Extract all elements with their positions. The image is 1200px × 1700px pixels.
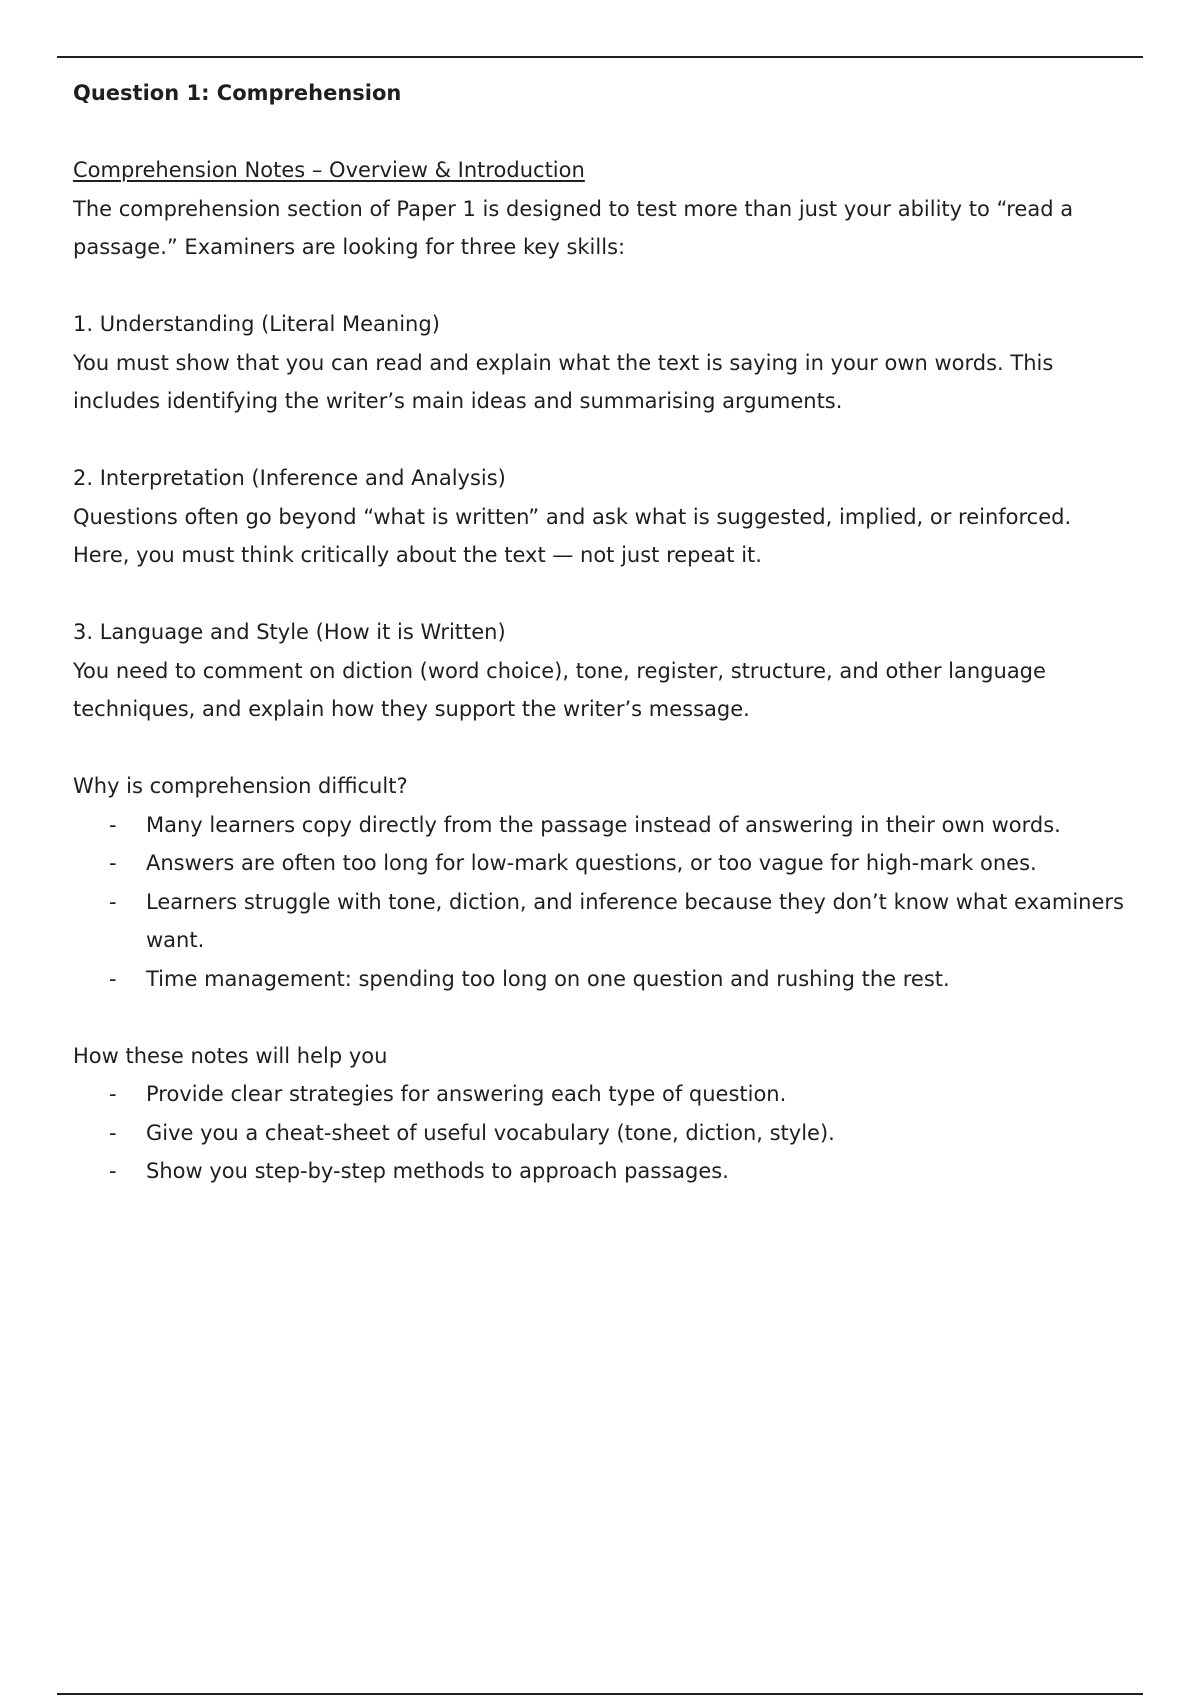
bottom-rule xyxy=(57,1693,1143,1695)
skill-heading-understanding: 1. Understanding (Literal Meaning) xyxy=(73,312,440,336)
list-item: - Many learners copy directly from the passage instead of answering in their own words. xyxy=(109,812,1061,837)
list-item: - Time management: spending too long on one question and rushing the rest. xyxy=(109,966,950,991)
intro-heading: Comprehension Notes – Overview & Introduction xyxy=(73,158,585,182)
skill-heading-interpretation: 2. Interpretation (Inference and Analysis) xyxy=(73,466,506,490)
list-item: - Provide clear strategies for answering each type of question. xyxy=(109,1082,787,1106)
difficulty-list xyxy=(73,806,1133,999)
help-list xyxy=(73,1075,1133,1191)
page-content xyxy=(73,74,1133,1191)
skill-text-interpretation: Questions often go beyond “what is written” and ask what is suggested, implied, or reinforced. Here, you must think critically about the text — not just repeat it. xyxy=(73,504,1072,567)
list-item: - Answers are often too long for low-mark questions, or too vague for high-mark ones. xyxy=(109,851,1037,875)
list-item: - Learners struggle with tone, diction, and inference because they don’t know what examiners want. xyxy=(109,889,1124,952)
intro-text: The comprehension section of Paper 1 is designed to test more than just your ability to “read a passage.” Examiners are looking for three key skills: xyxy=(73,196,1074,259)
skill-text-understanding: You must show that you can read and explain what the text is saying in your own words. This includes identifying the writer’s main ideas and summarising arguments. xyxy=(73,350,1054,413)
top-rule xyxy=(57,56,1143,58)
list-item: - Show you step-by-step methods to approach passages. xyxy=(109,1159,729,1183)
difficulty-heading: Why is comprehension difficult? xyxy=(73,774,408,798)
page-title: Question 1: Comprehension xyxy=(73,81,402,105)
skill-text-language-style: You need to comment on diction (word choice), tone, register, structure, and other language techniques, and explain how they support the writer’s message. xyxy=(73,658,1046,721)
help-heading: How these notes will help you xyxy=(73,1043,388,1068)
list-item: - Give you a cheat-sheet of useful vocabulary (tone, diction, style). xyxy=(109,1120,835,1145)
skill-heading-language-style: 3. Language and Style (How it is Written) xyxy=(73,620,506,644)
